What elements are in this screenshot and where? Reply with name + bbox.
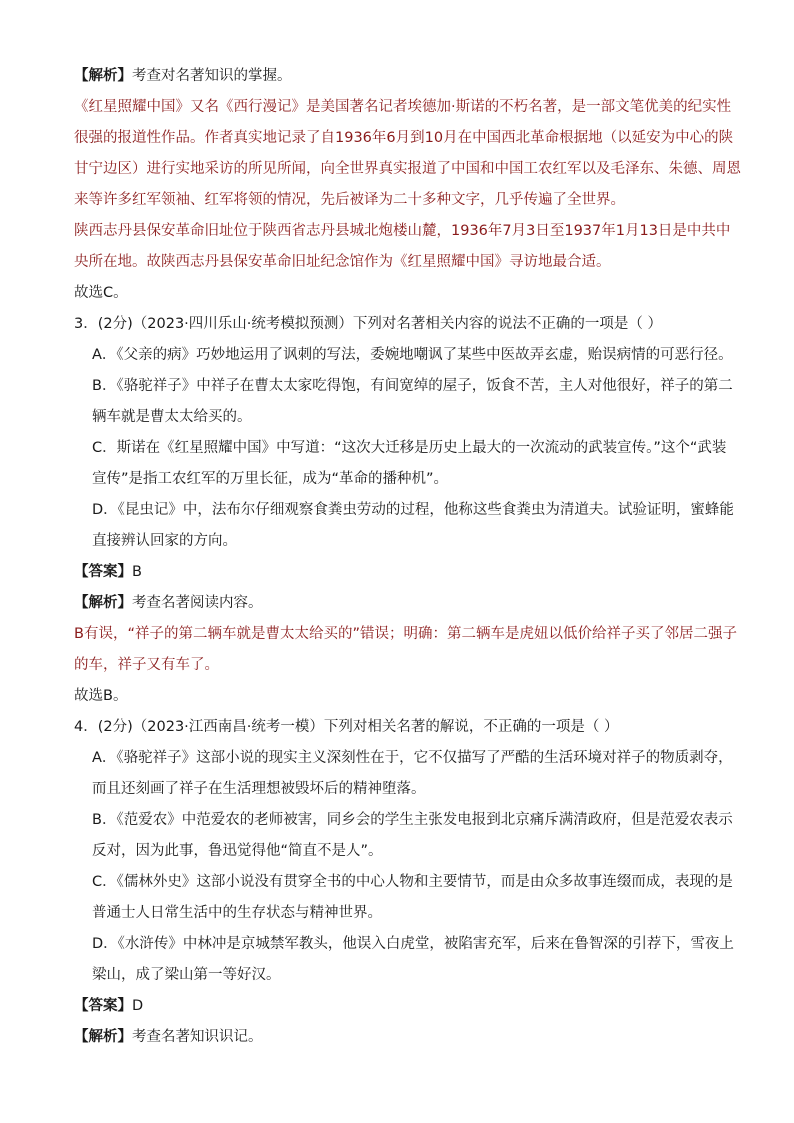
paragraph-line: 来等许多红军领袖、红军将领的情况，先后被译为二十多种文字，几乎传遍了全世界。 [74,192,625,208]
paragraph-line: 甘宁边区）进行实地采访的所见所闻，向全世界真实报道了中国和中国工农红军以及毛泽东、朱德、周恩 [74,161,741,177]
analysis-line [74,66,292,86]
paragraph-line: 陕西志丹县保安革命旧址位于陕西省志丹县城北炮楼山麓，1936年7月3日至1937年1月13日是中共中 [74,223,731,239]
paragraph-line: 《红星照耀中国》又名《西行漫记》是美国著名记者埃德加·斯诺的不朽名著，是一部文笔优美的纪实性 [74,99,732,115]
option-line: 反对，因为此事，鲁迅觉得他“简直不是人”。 [92,843,383,859]
paragraph-line: 央所在地。故陕西志丹县保安革命旧址纪念馆作为《红星照耀中国》寻访地最合适。 [74,254,611,270]
explanation-line: B有误，“祥子的第二辆车就是曹太太给买的”错误；明确：第二辆车是虎妞以低价给祥子买了邻居二强子 [74,626,737,642]
option-line: A．《父亲的病》巧妙地运用了讽刺的写法，委婉地嘲讽了某些中医故弄玄虚，贻误病情的可恶行径。 [92,347,733,363]
question-stem: 3．(2分)（2023·四川乐山·统考模拟预测）下列对名著相关内容的说法不正确的一项是（ ） [74,316,662,332]
option-line: D．《昆虫记》中，法布尔仔细观察食粪虫劳动的过程，他称这些食粪虫为清道夫。试验证明，蜜蜂能 [92,502,734,518]
option-line: B．《范爱农》中范爱农的老师被害，同乡会的学生主张发电报到北京痛斥满清政府，但是范爱农表示 [92,812,733,828]
explanation-line: 的车，祥子又有车了。 [74,657,219,673]
answer-value: B [132,564,142,580]
option-line: C．斯诺在《红星照耀中国》中写道：“这次大迁移是历史上最大的一次流动的武装宣传。”这个“武装 [92,440,727,456]
option-line: 梁山，成了梁山第一等好汉。 [92,967,281,983]
option-line: C．《儒林外史》这部小说没有贯穿全书的中心人物和主要情节，而是由众多故事连缀而成，表现的是 [92,874,733,890]
analysis-tag: 【解析】 [74,1029,132,1045]
option-line: 而且还刻画了祥子在生活理想被毁坏后的精神堕落。 [92,781,426,797]
analysis-tag: 【解析】 [74,68,132,84]
analysis-line [74,1027,263,1047]
answer-line [74,562,142,582]
paragraph-line: 很强的报道性作品。作者真实地记录了自1936年6月到10月在中国西北革命根据地（以延安为中心的陕 [74,130,734,146]
option-line: 普通士人日常生活中的生存状态与精神世界。 [92,905,382,921]
option-line: 宣传”是指工农红军的万里长征，成为“革命的播种机”。 [92,471,449,487]
option-line: A．《骆驼祥子》这部小说的现实主义深刻性在于，它不仅描写了严酷的生活环境对祥子的物质剥夺， [92,750,733,766]
answer-tag: 【答案】 [74,564,132,580]
answer-line [74,996,143,1016]
option-line: B．《骆驼祥子》中祥子在曹太太家吃得饱，有间宽绰的屋子，饭食不苦，主人对他很好，祥子的第二 [92,378,733,394]
option-line: 直接辨认回家的方向。 [92,533,237,549]
answer-value: D [132,998,144,1014]
analysis-text: 考查对名著知识的掌握。 [132,68,292,84]
analysis-line [74,593,263,613]
analysis-tag: 【解析】 [74,595,132,611]
analysis-text: 考查名著阅读内容。 [132,595,263,611]
answer-tag: 【答案】 [74,998,132,1014]
conclusion-line: 故选B。 [74,688,128,704]
question-stem: 4．(2分)（2023·江西南昌·统考一模）下列对相关名著的解说，不正确的一项是（ ） [74,719,619,735]
conclusion-line: 故选C。 [74,285,128,301]
analysis-text: 考查名著知识识记。 [132,1029,263,1045]
option-line: 辆车就是曹太太给买的。 [92,409,252,425]
option-line: D．《水浒传》中林冲是京城禁军教头，他误入白虎堂，被陷害充军，后来在鲁智深的引荐下，雪夜上 [92,936,734,952]
